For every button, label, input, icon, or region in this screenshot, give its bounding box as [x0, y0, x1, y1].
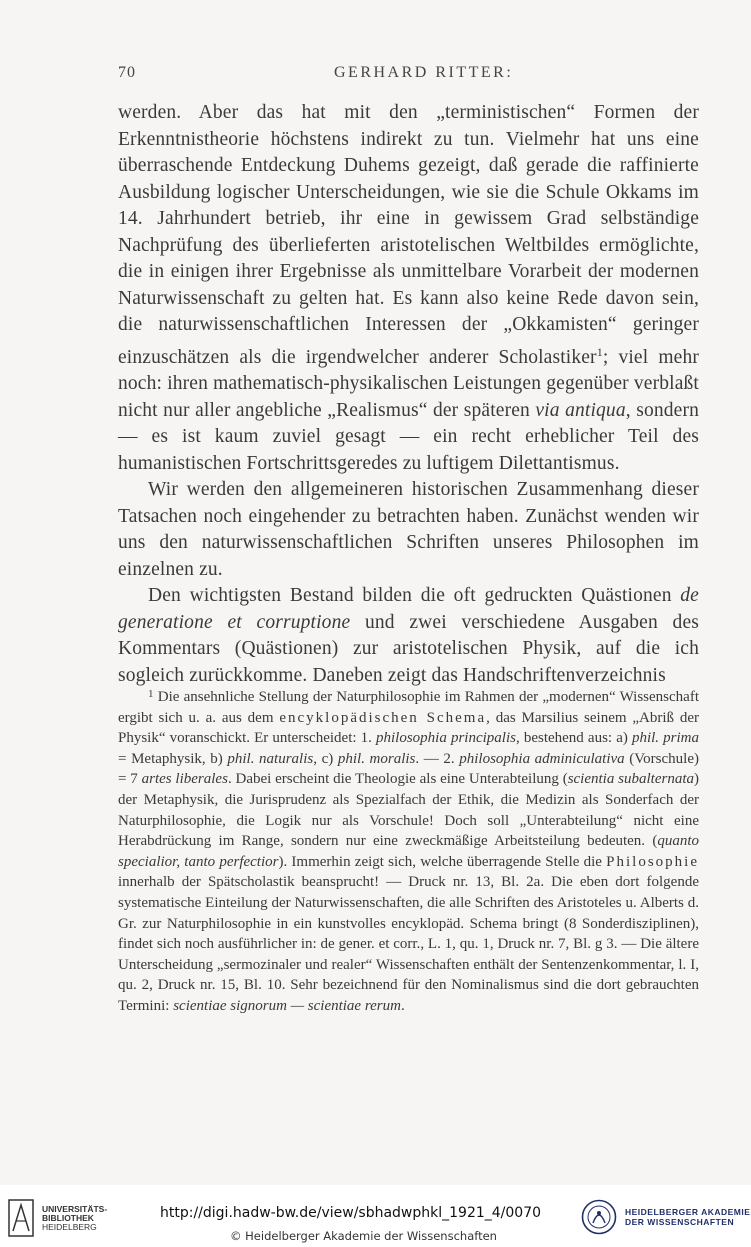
- footnote-spaced-text: Philosophie: [606, 853, 699, 870]
- footnote-text: (Vorschule) = 7: [118, 750, 699, 788]
- footnote-italic: philosophia principalis: [376, 730, 516, 747]
- footnote-italic: phil. prima: [631, 730, 700, 747]
- running-head: GERHARD RITTER:: [334, 64, 514, 81]
- footnote-spaced-text: encyklopädischen Schema: [279, 709, 487, 726]
- footnote-text: .: [400, 997, 405, 1014]
- footnotes: [118, 684, 699, 1017]
- footer-bar: [0, 1185, 751, 1247]
- footnote-text: innerhalb der Spätscholastik beansprucht! — Druck nr. 13, Bl. 2a. Die eben dort folgende systematische Einteilung der Naturwissenschaften, die alle Schriften des Aristoteles u. Alberts d. Gr. zur Naturphilosophie in ein kunstvolles encyklopäd. Schema bringt (8 Sonderdisziplinen), findet sich noch ausführlicher in: de gener. et corr., L. 1, qu. 1, Druck nr. 7, Bl. g 3. — Die ältere Unterscheidung „sermozinaler und realer“ Wissenschaften enthält der Sentenzenkommentar, l. I, qu. 2, Druck nr. 15, Bl. 10. Sehr bezeichnend für den Nominalismus sind die dort gebrauchten Termini:: [118, 874, 699, 1014]
- paragraph-1: [118, 100, 699, 477]
- paragraph-2: Wir werden den allgemeineren historischen Zusammenhang dieser Tatsachen noch eingehender zu betrachten haben. Zunächst wenden wir uns den naturwissenschaftlichen Schriften unseres Philosophen im einzelnen zu.: [118, 479, 699, 580]
- document-url-link[interactable]: http://digi.hadw-bw.de/view/sbhadwphkl_1921_4/0070: [160, 1205, 542, 1221]
- footnote-text: , bestehend aus: a): [515, 730, 632, 747]
- footnote-text: ). Immerhin zeigt sich, welche überragende Stelle die: [278, 853, 607, 870]
- footnote-italic: scientia subalternata: [567, 771, 694, 788]
- footnote-number: 1: [148, 688, 154, 700]
- university-library-logo-icon: [8, 1199, 34, 1237]
- body-text: [118, 100, 699, 689]
- academy-name-line: HEIDELBERGER AKADEMIE: [625, 1207, 751, 1217]
- academy-name: [625, 1207, 750, 1227]
- university-library-name: [42, 1205, 107, 1232]
- academy-name-line: DER WISSENSCHAFTEN: [625, 1217, 735, 1227]
- footnote-italic: quanto specialior, tanto perfectior: [118, 833, 699, 870]
- library-name-line: HEIDELBERG: [42, 1222, 97, 1232]
- footnote-italic: phil. naturalis: [227, 750, 314, 767]
- footnote-reference: 1: [596, 344, 603, 359]
- footnote-text: , c): [313, 750, 338, 767]
- footnote-text: Die ansehnliche Stellung der Naturphilosophie im Rahmen der „modernen“ Wissenschaft ergibt sich u. a. aus dem: [118, 689, 699, 726]
- page-header: [0, 64, 751, 88]
- footnote-1: [118, 684, 699, 1017]
- paragraph-1-text-b: ; viel mehr noch: ihren mathematisch-physikalischen Leistungen gegenüber verblaßt nicht nur aller angebliche „Realismus“ der späteren: [118, 346, 700, 421]
- footnote-italic: phil. moralis: [337, 750, 416, 767]
- academy-seal-icon: [581, 1199, 617, 1235]
- paragraph-1-text-d: , sondern — es ist kaum zuviel gesagt — ein recht erheblicher Teil des humanistischen Fortschrittsgeredes zu luftigem Dilettantismus.: [118, 399, 699, 474]
- paragraph-1-italic: via antiqua: [535, 399, 626, 421]
- paragraph-1-text-a: werden. Aber das hat mit den „terministischen“ Formen der Erkenntnistheorie höchstens indirekt zu tun. Vielmehr hat uns eine überraschende Entdeckung Duhems gezeigt, daß gerade die raffinierte Ausbildung logischer Unterscheidungen, wie sie die Schule Okkams im 14. Jahrhundert betrieb, ihr eine in gewissem Grad selbständige Nachprüfung des überlieferten aristotelischen Weltbildes ermöglichte, die in einigen ihrer Ergebnisse als unmittelbare Vorarbeit der modernen Naturwissenschaft zu gelten hat. Es kann also keine Rede davon sein, die naturwissenschaftlichen Interessen der „Okkamisten“ geringer einzuschätzen als die irgendwelcher anderer Scholastiker: [118, 102, 699, 368]
- paragraph-3-text-a: Den wichtigsten Bestand bilden die oft gedruckten Quästionen: [148, 585, 681, 606]
- footnote-text: . Dabei erscheint die Theologie als eine Unterabteilung (: [227, 771, 568, 788]
- footnote-text: = Metaphysik, b): [118, 750, 228, 767]
- paragraph-3-italic: de generatione et corruptione: [118, 585, 699, 633]
- footnote-italic: scientiae signorum — scientiae rerum: [173, 997, 401, 1014]
- page-number: 70: [118, 64, 136, 81]
- paragraph-3-text-c: und zwei verschiedene Ausgaben des Kommentars (Quästionen) zur aristotelischen Physik, auf die ich sogleich zurückkomme. Daneben zeigt das Handschriftenverzeichnis: [118, 611, 699, 686]
- footnote-italic: philosophia adminiculativa: [459, 750, 625, 767]
- library-name-line: UNIVERSITÄTS-: [42, 1204, 108, 1214]
- paragraph-3: [118, 583, 699, 689]
- footnote-text: ) der Metaphysik, die Jurisprudenz als Spezialfach der Ethik, die Medizin als Sonderfach der Naturphilosophie, die Logik nur als Vorschule! Doch soll „Unterabteilung“ nicht eine Herabdrückung im Range, sondern nur eine zweckmäßige Arbeitsteilung bedeuten. (: [118, 771, 699, 850]
- copyright-notice: © Heidelberger Akademie der Wissenschaften: [230, 1229, 497, 1243]
- footnote-text: . — 2.: [415, 750, 460, 767]
- library-name-line: BIBLIOTHEK: [42, 1213, 94, 1223]
- footnote-italic: artes liberales: [141, 771, 228, 788]
- footnote-text: , das Marsilius seinem „Abriß der Physik“ voranschickt. Er unterscheidet: 1.: [118, 709, 699, 747]
